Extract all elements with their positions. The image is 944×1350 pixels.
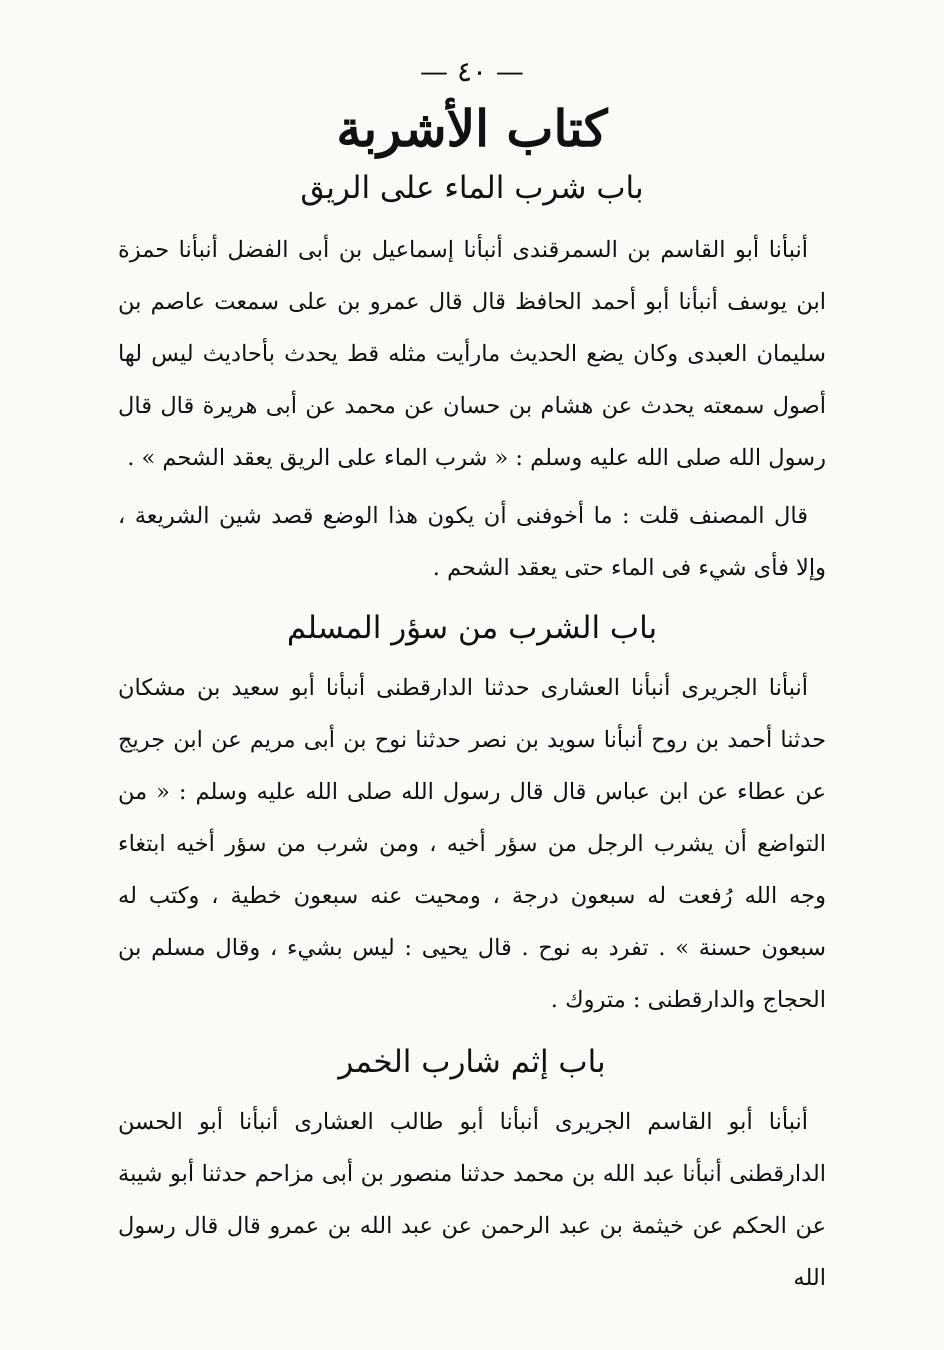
section-drinking-from-leftover-of-muslim xyxy=(118,606,826,1026)
paragraph: أنبأنا أبو القاسم بن السمرقندى أنبأنا إسماعيل بن أبى الفضل أنبأنا حمزة ابن يوسف أنبأنا أبو أحمد الحافظ قال قال عمرو بن على سمعت عاصم بن سليمان العبدى وكان يضع الحديث مارأيت مثله قط يحدث بأحاديث ليس لها أصول سمعته يحدث عن هشام بن حسان عن محمد عن أبى هريرة قال قال رسول الله صلى الله عليه وسلم : « شرب الماء على الريق يعقد الشحم » . xyxy=(118,237,826,471)
page-number: — ٤٠ — xyxy=(420,55,524,88)
chapter-heading: باب الشرب من سؤر المسلم xyxy=(286,610,658,646)
section-sin-of-wine-drinker xyxy=(118,1040,826,1304)
book-title: كتاب الأشربة xyxy=(336,99,608,158)
paragraph: قال المصنف قلت : ما أخوفنى أن يكون هذا الوضع قصد شين الشريعة ، وإلا فأى شيء فى الماء حتى يعقد الشحم . xyxy=(118,503,826,581)
paragraph: أنبأنا أبو القاسم الجريرى أنبأنا أبو طالب العشارى أنبأنا أبو الحسن الدارقطنى أنبأنا عبد الله بن محمد حدثنا منصور بن أبى مزاحم حدثنا أبو شيبة عن الحكم عن خيثمة بن عبد الرحمن عن عبد الله بن عمرو قال قال رسول الله xyxy=(118,1109,826,1291)
section-drinking-water-on-empty-stomach xyxy=(118,166,826,594)
chapter-heading: باب شرب الماء على الريق xyxy=(300,170,644,206)
paragraph: أنبأنا الجريرى أنبأنا العشارى حدثنا الدارقطنى أنبأنا أبو سعيد بن مشكان حدثنا أحمد بن روح أنبأنا سويد بن نصر حدثنا نوح بن أبى مريم عن ابن جريج عن عطاء عن ابن عباس قال قال رسول الله صلى الله عليه وسلم : « من التواضع أن يشرب الرجل من سؤر أخيه ، ومن شرب من سؤر أخيه ابتغاء وجه الله رُفعت له سبعون درجة ، ومحيت عنه سبعون خطية ، وكتب له سبعون حسنة » . تفرد به نوح . قال يحيى : ليس بشيء ، وقال مسلم بن الحجاج والدارقطنى : متروك . xyxy=(118,675,826,1013)
chapter-heading: باب إثم شارب الخمر xyxy=(338,1044,606,1080)
